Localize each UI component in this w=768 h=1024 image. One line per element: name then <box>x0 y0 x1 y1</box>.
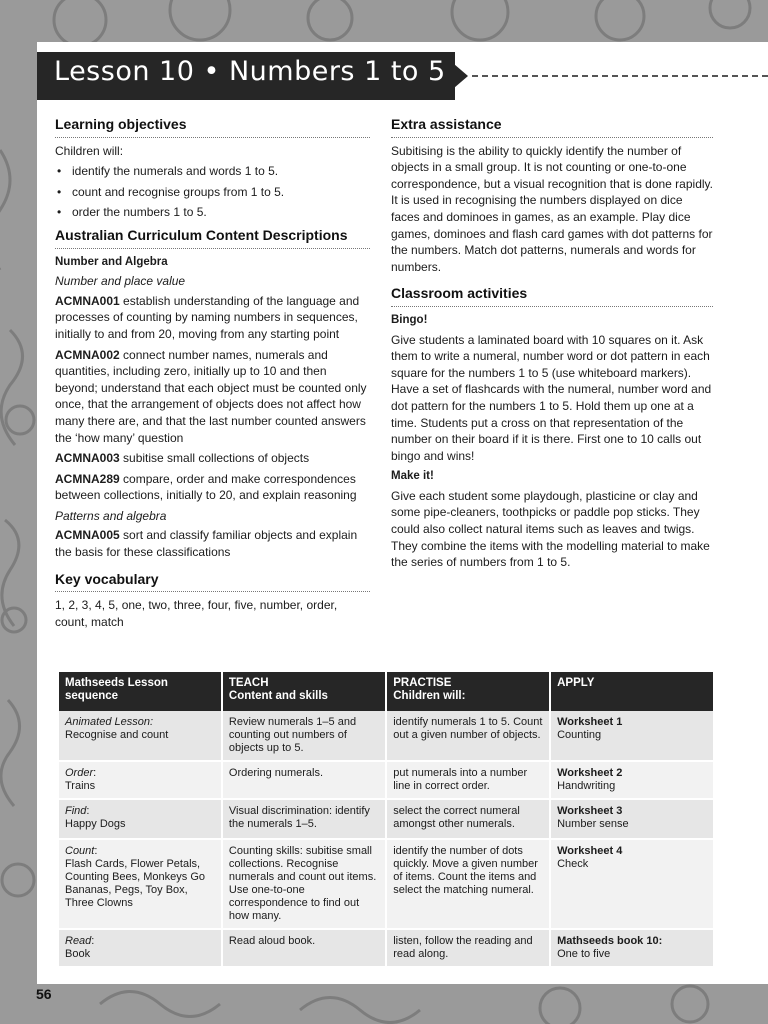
title-rule <box>472 75 768 77</box>
table-row <box>59 930 713 968</box>
bingo-text: Give students a laminated board with 10 squares on it. Ask them to write a numeral, number word or dot pattern in each square for the numbers 1 to 5 (use whiteboard markers). Have a set of flashcards with the numeral, number word and dot pattern for the numbers 1 to 5. Hold them up one at a time. Students put a cross on that representation of the number on their board if it is there. First one to 10 calls out bingo and wins! <box>391 332 712 463</box>
curriculum-item <box>55 293 370 343</box>
practise-cell: put numerals into a number line in correct order. <box>387 762 549 800</box>
sequence-cell: Count: Flash Cards, Flower Petals, Counting Bees, Monkeys Go Bananas, Pegs, Toy Box, Three Clowns <box>59 840 221 930</box>
curriculum-code: ACMNA289 <box>55 471 120 486</box>
objective-item: • count and recognise groups from 1 to 5. <box>55 184 370 201</box>
learning-objectives-heading: Learning objectives <box>55 116 370 138</box>
sequence-cell: Read: Book <box>59 930 221 968</box>
objectives-intro: Children will: <box>55 143 124 158</box>
table-header-row <box>59 672 713 711</box>
sequence-cell: Animated Lesson: Recognise and count <box>59 711 221 762</box>
objective-item: • order the numbers 1 to 5. <box>55 204 370 221</box>
practise-cell: identify numerals 1 to 5. Count out a given number of objects. <box>387 711 549 762</box>
curriculum-item <box>55 471 370 504</box>
objectives-list <box>55 163 370 221</box>
curriculum-text: subitise small collections of objects <box>119 451 310 466</box>
table-row <box>59 711 713 762</box>
curriculum-text: compare, order and make correspondences between collections, initially to 20, and explain reasoning <box>55 471 357 503</box>
curriculum-code: ACMNA003 <box>55 451 120 466</box>
page-number: 56 <box>36 986 52 1002</box>
header-teach: TEACH Content and skills <box>223 672 385 711</box>
sequence-cell: Order: Trains <box>59 762 221 800</box>
curriculum-text: establish understanding of the language and processes of counting by naming numbers in sequences, initially to and from 20, moving from any starting point <box>55 293 360 341</box>
page-title: Lesson 10 • Numbers 1 to 5 <box>54 56 446 87</box>
vocabulary-text: 1, 2, 3, 4, 5, one, two, three, four, five, number, order, count, match <box>55 598 338 629</box>
apply-cell: Worksheet 2 Handwriting <box>551 762 713 800</box>
teach-cell: Visual discrimination: identify the numerals 1–5. <box>223 800 385 840</box>
header-sequence: Mathseeds Lesson sequence <box>59 672 221 711</box>
header-practise: PRACTISE Children will: <box>387 672 549 711</box>
teach-cell: Ordering numerals. <box>223 762 385 800</box>
practise-cell: select the correct numeral amongst other numerals. <box>387 800 549 840</box>
objective-item: • identify the numerals and words 1 to 5. <box>55 163 370 180</box>
lesson-sequence-table <box>57 672 715 968</box>
curriculum-code: ACMNA002 <box>55 347 120 362</box>
extra-assistance-heading: Extra assistance <box>391 116 713 138</box>
bingo-title: Bingo! <box>391 313 428 326</box>
classroom-activities-heading: Classroom activities <box>391 285 713 307</box>
teach-cell: Counting skills: subitise small collections. Recognise numerals and count out items. Use one-to-one correspondence to find out how many. <box>223 840 385 930</box>
apply-cell: Worksheet 3 Number sense <box>551 800 713 840</box>
table-row <box>59 840 713 930</box>
curriculum-code: ACMNA005 <box>55 528 120 543</box>
make-it-title: Make it! <box>391 470 434 483</box>
table-row <box>59 762 713 800</box>
curriculum-substrand: Number and place value <box>55 274 186 289</box>
apply-cell: Worksheet 4 Check <box>551 840 713 930</box>
curriculum-text: sort and classify familiar objects and explain the basis for these classifications <box>55 528 358 560</box>
sequence-cell: Find: Happy Dogs <box>59 800 221 840</box>
right-column <box>391 116 713 575</box>
left-column <box>55 116 370 634</box>
practise-cell: listen, follow the reading and read along. <box>387 930 549 968</box>
make-it-text: Give each student some playdough, plasticine or clay and some pipe-cleaners, toothpicks or paddle pop sticks. They could also collect natural items such as leaves and twigs. They combine the items with the modelling material to make the series of numbers from 1 to 5. <box>391 488 710 570</box>
curriculum-text: connect number names, numerals and quantities, including zero, initially up to 10 and then beyond; understand that each object must be counted only once, that the arrangement of objects does not affect how many there are, and that the last number counted answers the ‘how many’ question <box>55 347 367 445</box>
table-row <box>59 800 713 840</box>
vocabulary-heading: Key vocabulary <box>55 571 370 593</box>
apply-cell: Mathseeds book 10: One to five <box>551 930 713 968</box>
curriculum-code: ACMNA001 <box>55 293 120 308</box>
curriculum-substrand: Patterns and algebra <box>55 508 167 523</box>
curriculum-item <box>55 450 370 467</box>
practise-cell: identify the number of dots quickly. Move a given number of items. Count the items and select the matching numeral. <box>387 840 549 930</box>
extra-assistance-text: Subitising is the ability to quickly identify the number of objects in a small group. It is not counting or one-to-one correspondence, but a visual recognition that is done rapidly. It is used in recognising the numbers displayed on dice faces and dominoes in games, as an example. Play dice games, dominoes and flash card games with dot patterns for the numbers. Match dot patterns, numerals and words for numbers. <box>391 143 713 274</box>
curriculum-heading: Australian Curriculum Content Descriptions <box>55 227 370 249</box>
curriculum-item <box>55 527 370 560</box>
teach-cell: Read aloud book. <box>223 930 385 968</box>
curriculum-item <box>55 347 370 447</box>
teach-cell: Review numerals 1–5 and counting out numbers of objects up to 5. <box>223 711 385 762</box>
apply-cell: Worksheet 1 Counting <box>551 711 713 762</box>
curriculum-strand: Number and Algebra <box>55 255 168 268</box>
header-apply: APPLY <box>551 672 713 711</box>
